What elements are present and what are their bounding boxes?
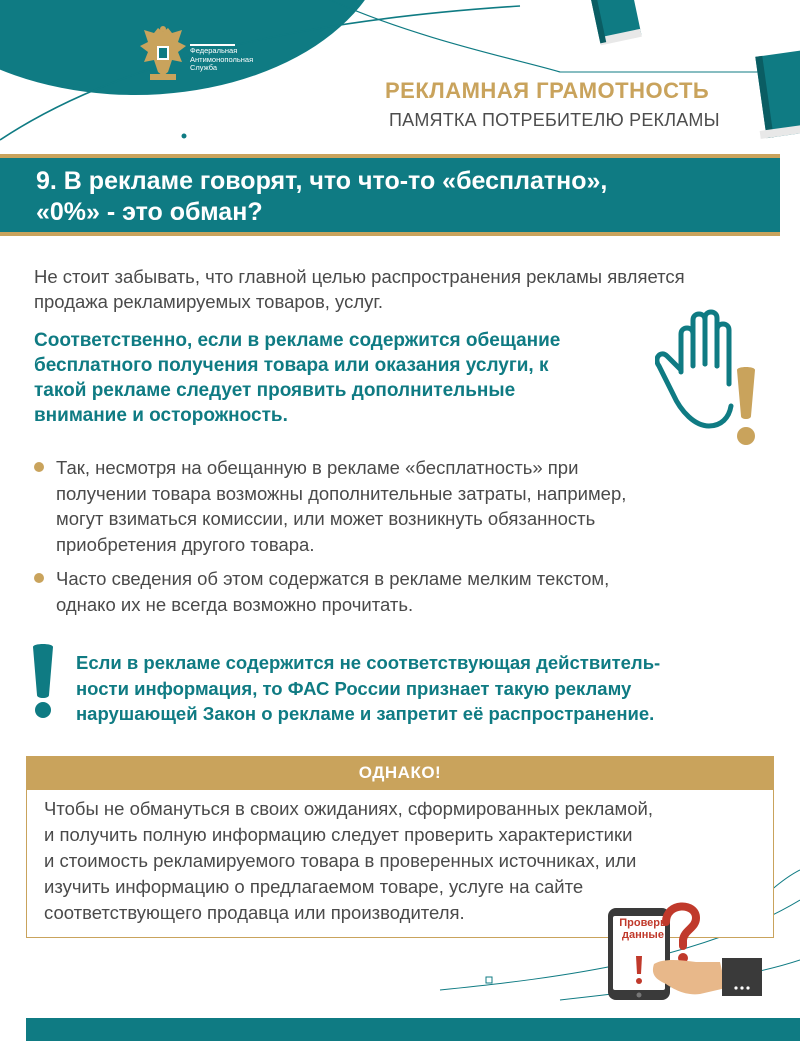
bullet-line: Часто сведения об этом содержатся в рекламе мелким текстом, bbox=[56, 568, 610, 589]
phone-label-line: данные bbox=[622, 929, 664, 941]
bullet-item bbox=[56, 455, 746, 557]
intro-paragraph bbox=[34, 264, 774, 314]
exclamation-icon bbox=[30, 643, 56, 719]
highlight-line: бесплатного получения товара или оказания услуги, к bbox=[34, 355, 549, 376]
phone-screen-label bbox=[613, 917, 673, 941]
however-line: и получить полную информацию следует проверить характеристики bbox=[44, 824, 633, 845]
intro-line: продажа рекламируемых товаров, услуг. bbox=[34, 291, 384, 312]
footer-bar bbox=[26, 1018, 800, 1041]
bullet-dot bbox=[34, 462, 44, 472]
bullet-line: Так, несмотря на обещанную в рекламе «бесплатность» при bbox=[56, 457, 579, 478]
bullet-line: получении товара возможны дополнительные затраты, например, bbox=[56, 482, 627, 504]
however-line: соответствующего продавца или производителя. bbox=[44, 902, 465, 923]
highlight-line: внимание и осторожность. bbox=[34, 405, 288, 426]
however-line: изучить информацию о предлагаемом товаре, услуге на сайте bbox=[44, 876, 584, 897]
page-subtitle: ПАМЯТКА ПОТРЕБИТЕЛЮ РЕКЛАМЫ bbox=[389, 110, 720, 130]
intro-line: Не стоит забывать, что главной целью распространения рекламы является bbox=[34, 266, 685, 287]
highlight-paragraph bbox=[34, 328, 634, 428]
bullet-line: однако их не всегда возможно прочитать. bbox=[56, 593, 414, 615]
question-band-bottom-border bbox=[0, 232, 780, 236]
however-line: Чтобы не обмануться в своих ожиданиях, сформированных рекламой, bbox=[44, 798, 654, 819]
however-label: ОДНАКО! bbox=[358, 763, 442, 782]
bullet-item bbox=[56, 566, 746, 617]
org-name-line: Служба bbox=[190, 63, 218, 72]
phone-check-icon bbox=[600, 892, 770, 1004]
org-name-line: Федеральная bbox=[190, 46, 238, 55]
question-line: «0%» - это обман? bbox=[36, 198, 263, 226]
org-name bbox=[190, 47, 253, 73]
org-name-line: Антимонопольная bbox=[190, 54, 254, 64]
bullet-line: приобретения другого товара. bbox=[56, 533, 315, 555]
bullet-line: могут взиматься комиссии, или может возникнуть обязанность bbox=[56, 508, 596, 529]
stop-hand-icon bbox=[655, 308, 775, 450]
question-heading bbox=[36, 166, 756, 228]
page-title: РЕКЛАМНАЯ ГРАМОТНОСТЬ bbox=[385, 78, 710, 103]
highlight-line: такой рекламе следует проявить дополнительные bbox=[34, 380, 516, 401]
warning-line: нарушающей Закон о рекламе и запретит её распространение. bbox=[76, 703, 655, 724]
highlight-line: Соответственно, если в рекламе содержится обещание bbox=[34, 330, 561, 351]
warning-line: ности информация, то ФАС России признает такую рекламу bbox=[76, 677, 632, 699]
question-line: 9. В рекламе говорят, что что-то «бесплатно», bbox=[36, 167, 608, 195]
warning-paragraph bbox=[76, 650, 776, 727]
eagle-emblem-icon bbox=[138, 24, 188, 82]
bullet-dot bbox=[34, 573, 44, 583]
phone-label-line: Проверь bbox=[619, 917, 667, 929]
warning-line: Если в рекламе содержится не соответствующая действитель- bbox=[76, 652, 661, 673]
however-line: и стоимость рекламируемого товара в проверенных источниках, или bbox=[44, 850, 637, 871]
